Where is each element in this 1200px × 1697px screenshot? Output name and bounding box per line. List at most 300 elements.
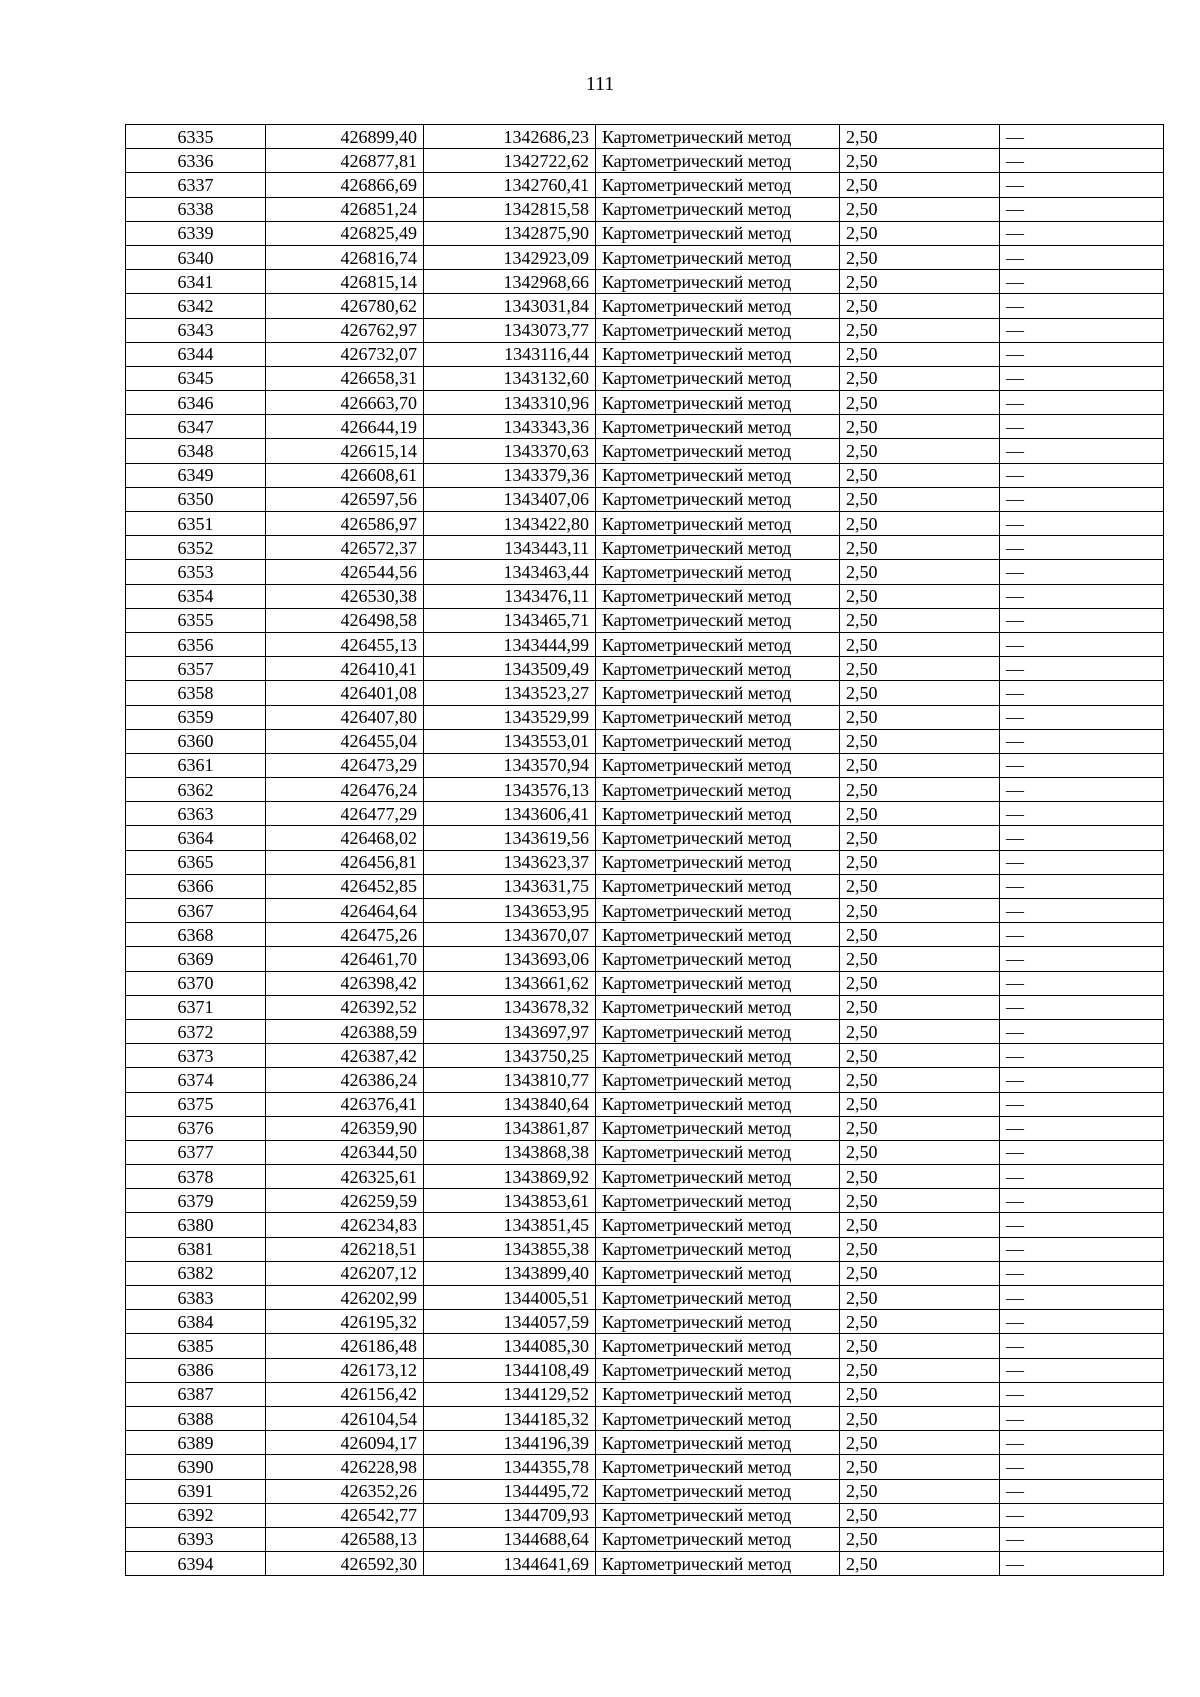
point-number-cell: 6358 [126,681,266,705]
x-coordinate-cell: 426407,80 [266,705,424,729]
table-row [126,560,1164,584]
table-row [126,802,1164,826]
point-number-cell: 6341 [126,270,266,294]
point-number-cell: 6376 [126,1116,266,1140]
table-row [126,221,1164,245]
point-number-cell: 6338 [126,197,266,221]
y-coordinate-cell: 1343529,99 [424,705,596,729]
y-coordinate-cell: 1344108,49 [424,1358,596,1382]
note-cell: — [1000,681,1164,705]
table-row [126,1358,1164,1382]
x-coordinate-cell: 426592,30 [266,1552,424,1576]
y-coordinate-cell: 1342968,66 [424,270,596,294]
accuracy-cell: 2,50 [840,1406,1000,1430]
note-cell: — [1000,1165,1164,1189]
accuracy-cell: 2,50 [840,1455,1000,1479]
table-row [126,1092,1164,1116]
note-cell: — [1000,1092,1164,1116]
y-coordinate-cell: 1343855,38 [424,1237,596,1261]
x-coordinate-cell: 426498,58 [266,608,424,632]
method-cell: Картометрический метод [596,1382,840,1406]
point-number-cell: 6390 [126,1455,266,1479]
table-row [126,1140,1164,1164]
x-coordinate-cell: 426608,61 [266,463,424,487]
point-number-cell: 6391 [126,1479,266,1503]
y-coordinate-cell: 1344196,39 [424,1431,596,1455]
y-coordinate-cell: 1343570,94 [424,753,596,777]
note-cell: — [1000,342,1164,366]
point-number-cell: 6386 [126,1358,266,1382]
y-coordinate-cell: 1343407,06 [424,487,596,511]
table-row [126,512,1164,536]
table-row [126,1503,1164,1527]
y-coordinate-cell: 1343851,45 [424,1213,596,1237]
x-coordinate-cell: 426780,62 [266,294,424,318]
note-cell: — [1000,366,1164,390]
table-row [126,1334,1164,1358]
method-cell: Картометрический метод [596,270,840,294]
table-row [126,391,1164,415]
point-number-cell: 6353 [126,560,266,584]
y-coordinate-cell: 1344641,69 [424,1552,596,1576]
point-number-cell: 6367 [126,899,266,923]
x-coordinate-cell: 426228,98 [266,1455,424,1479]
table-row [126,850,1164,874]
x-coordinate-cell: 426597,56 [266,487,424,511]
note-cell: — [1000,125,1164,149]
y-coordinate-cell: 1343444,99 [424,632,596,656]
table-row [126,1406,1164,1430]
accuracy-cell: 2,50 [840,802,1000,826]
note-cell: — [1000,197,1164,221]
table-row [126,608,1164,632]
point-number-cell: 6380 [126,1213,266,1237]
table-row [126,342,1164,366]
point-number-cell: 6365 [126,850,266,874]
note-cell: — [1000,1261,1164,1285]
note-cell: — [1000,826,1164,850]
accuracy-cell: 2,50 [840,1213,1000,1237]
method-cell: Картометрический метод [596,439,840,463]
point-number-cell: 6349 [126,463,266,487]
method-cell: Картометрический метод [596,1261,840,1285]
y-coordinate-cell: 1343697,97 [424,1019,596,1043]
accuracy-cell: 2,50 [840,1237,1000,1261]
note-cell: — [1000,1358,1164,1382]
y-coordinate-cell: 1343343,36 [424,415,596,439]
x-coordinate-cell: 426477,29 [266,802,424,826]
table-row [126,415,1164,439]
accuracy-cell: 2,50 [840,1431,1000,1455]
method-cell: Картометрический метод [596,1358,840,1382]
point-number-cell: 6387 [126,1382,266,1406]
accuracy-cell: 2,50 [840,318,1000,342]
table-row [126,1310,1164,1334]
x-coordinate-cell: 426392,52 [266,995,424,1019]
point-number-cell: 6377 [126,1140,266,1164]
point-number-cell: 6360 [126,729,266,753]
table-row [126,947,1164,971]
y-coordinate-cell: 1344355,78 [424,1455,596,1479]
method-cell: Картометрический метод [596,729,840,753]
accuracy-cell: 2,50 [840,366,1000,390]
accuracy-cell: 2,50 [840,971,1000,995]
x-coordinate-cell: 426476,24 [266,778,424,802]
point-number-cell: 6361 [126,753,266,777]
coordinates-table-body [126,125,1164,1576]
table-row [126,1286,1164,1310]
y-coordinate-cell: 1343310,96 [424,391,596,415]
method-cell: Картометрический метод [596,366,840,390]
accuracy-cell: 2,50 [840,899,1000,923]
note-cell: — [1000,415,1164,439]
table-row [126,1019,1164,1043]
accuracy-cell: 2,50 [840,1261,1000,1285]
y-coordinate-cell: 1342722,62 [424,149,596,173]
note-cell: — [1000,1237,1164,1261]
x-coordinate-cell: 426410,41 [266,657,424,681]
note-cell: — [1000,536,1164,560]
x-coordinate-cell: 426186,48 [266,1334,424,1358]
y-coordinate-cell: 1344129,52 [424,1382,596,1406]
y-coordinate-cell: 1343631,75 [424,874,596,898]
y-coordinate-cell: 1343031,84 [424,294,596,318]
method-cell: Картометрический метод [596,1286,840,1310]
accuracy-cell: 2,50 [840,1334,1000,1358]
note-cell: — [1000,632,1164,656]
accuracy-cell: 2,50 [840,1068,1000,1092]
x-coordinate-cell: 426218,51 [266,1237,424,1261]
method-cell: Картометрический метод [596,1116,840,1140]
table-row [126,318,1164,342]
method-cell: Картометрический метод [596,802,840,826]
note-cell: — [1000,487,1164,511]
y-coordinate-cell: 1342760,41 [424,173,596,197]
point-number-cell: 6385 [126,1334,266,1358]
note-cell: — [1000,850,1164,874]
accuracy-cell: 2,50 [840,632,1000,656]
point-number-cell: 6343 [126,318,266,342]
method-cell: Картометрический метод [596,1165,840,1189]
y-coordinate-cell: 1343553,01 [424,729,596,753]
accuracy-cell: 2,50 [840,947,1000,971]
note-cell: — [1000,439,1164,463]
accuracy-cell: 2,50 [840,342,1000,366]
accuracy-cell: 2,50 [840,1189,1000,1213]
table-row [126,874,1164,898]
x-coordinate-cell: 426207,12 [266,1261,424,1285]
table-row [126,923,1164,947]
table-row [126,681,1164,705]
point-number-cell: 6379 [126,1189,266,1213]
method-cell: Картометрический метод [596,294,840,318]
method-cell: Картометрический метод [596,463,840,487]
x-coordinate-cell: 426816,74 [266,245,424,269]
note-cell: — [1000,318,1164,342]
accuracy-cell: 2,50 [840,608,1000,632]
y-coordinate-cell: 1343576,13 [424,778,596,802]
note-cell: — [1000,173,1164,197]
x-coordinate-cell: 426475,26 [266,923,424,947]
method-cell: Картометрический метод [596,1140,840,1164]
x-coordinate-cell: 426359,90 [266,1116,424,1140]
table-row [126,197,1164,221]
y-coordinate-cell: 1343670,07 [424,923,596,947]
accuracy-cell: 2,50 [840,173,1000,197]
x-coordinate-cell: 426588,13 [266,1527,424,1551]
accuracy-cell: 2,50 [840,1479,1000,1503]
y-coordinate-cell: 1343509,49 [424,657,596,681]
y-coordinate-cell: 1344688,64 [424,1527,596,1551]
point-number-cell: 6394 [126,1552,266,1576]
coordinates-table [125,124,1164,1576]
table-row [126,1479,1164,1503]
point-number-cell: 6384 [126,1310,266,1334]
point-number-cell: 6364 [126,826,266,850]
table-row [126,536,1164,560]
table-row [126,1455,1164,1479]
table-row [126,584,1164,608]
point-number-cell: 6352 [126,536,266,560]
point-number-cell: 6357 [126,657,266,681]
point-number-cell: 6389 [126,1431,266,1455]
x-coordinate-cell: 426344,50 [266,1140,424,1164]
point-number-cell: 6354 [126,584,266,608]
table-row [126,366,1164,390]
method-cell: Картометрический метод [596,1503,840,1527]
x-coordinate-cell: 426468,02 [266,826,424,850]
table-row [126,1068,1164,1092]
method-cell: Картометрический метод [596,1044,840,1068]
method-cell: Картометрический метод [596,125,840,149]
y-coordinate-cell: 1344709,93 [424,1503,596,1527]
y-coordinate-cell: 1343810,77 [424,1068,596,1092]
table-row [126,729,1164,753]
note-cell: — [1000,294,1164,318]
note-cell: — [1000,608,1164,632]
note-cell: — [1000,753,1164,777]
accuracy-cell: 2,50 [840,584,1000,608]
note-cell: — [1000,1382,1164,1406]
point-number-cell: 6366 [126,874,266,898]
accuracy-cell: 2,50 [840,778,1000,802]
accuracy-cell: 2,50 [840,874,1000,898]
note-cell: — [1000,1503,1164,1527]
note-cell: — [1000,1479,1164,1503]
note-cell: — [1000,1455,1164,1479]
x-coordinate-cell: 426644,19 [266,415,424,439]
accuracy-cell: 2,50 [840,512,1000,536]
x-coordinate-cell: 426762,97 [266,318,424,342]
x-coordinate-cell: 426461,70 [266,947,424,971]
point-number-cell: 6378 [126,1165,266,1189]
x-coordinate-cell: 426825,49 [266,221,424,245]
point-number-cell: 6370 [126,971,266,995]
y-coordinate-cell: 1343116,44 [424,342,596,366]
x-coordinate-cell: 426234,83 [266,1213,424,1237]
accuracy-cell: 2,50 [840,125,1000,149]
accuracy-cell: 2,50 [840,923,1000,947]
accuracy-cell: 2,50 [840,1019,1000,1043]
table-row [126,899,1164,923]
x-coordinate-cell: 426195,32 [266,1310,424,1334]
table-row [126,971,1164,995]
table-row [126,245,1164,269]
accuracy-cell: 2,50 [840,850,1000,874]
note-cell: — [1000,391,1164,415]
y-coordinate-cell: 1343678,32 [424,995,596,1019]
note-cell: — [1000,1213,1164,1237]
method-cell: Картометрический метод [596,947,840,971]
accuracy-cell: 2,50 [840,560,1000,584]
y-coordinate-cell: 1343750,25 [424,1044,596,1068]
table-row [126,463,1164,487]
y-coordinate-cell: 1343653,95 [424,899,596,923]
table-row [126,753,1164,777]
method-cell: Картометрический метод [596,1527,840,1551]
point-number-cell: 6339 [126,221,266,245]
x-coordinate-cell: 426544,56 [266,560,424,584]
x-coordinate-cell: 426104,54 [266,1406,424,1430]
point-number-cell: 6337 [126,173,266,197]
note-cell: — [1000,1310,1164,1334]
note-cell: — [1000,1552,1164,1576]
x-coordinate-cell: 426094,17 [266,1431,424,1455]
method-cell: Картометрический метод [596,995,840,1019]
point-number-cell: 6340 [126,245,266,269]
method-cell: Картометрический метод [596,487,840,511]
accuracy-cell: 2,50 [840,1552,1000,1576]
accuracy-cell: 2,50 [840,463,1000,487]
table-row [126,657,1164,681]
point-number-cell: 6374 [126,1068,266,1092]
note-cell: — [1000,1286,1164,1310]
note-cell: — [1000,971,1164,995]
y-coordinate-cell: 1343693,06 [424,947,596,971]
point-number-cell: 6383 [126,1286,266,1310]
y-coordinate-cell: 1344085,30 [424,1334,596,1358]
method-cell: Картометрический метод [596,536,840,560]
x-coordinate-cell: 426542,77 [266,1503,424,1527]
accuracy-cell: 2,50 [840,1044,1000,1068]
point-number-cell: 6373 [126,1044,266,1068]
method-cell: Картометрический метод [596,778,840,802]
point-number-cell: 6356 [126,632,266,656]
x-coordinate-cell: 426615,14 [266,439,424,463]
point-number-cell: 6336 [126,149,266,173]
point-number-cell: 6363 [126,802,266,826]
accuracy-cell: 2,50 [840,221,1000,245]
table-row [126,632,1164,656]
method-cell: Картометрический метод [596,391,840,415]
y-coordinate-cell: 1342875,90 [424,221,596,245]
note-cell: — [1000,802,1164,826]
method-cell: Картометрический метод [596,971,840,995]
y-coordinate-cell: 1343868,38 [424,1140,596,1164]
method-cell: Картометрический метод [596,1479,840,1503]
note-cell: — [1000,584,1164,608]
y-coordinate-cell: 1343422,80 [424,512,596,536]
note-cell: — [1000,947,1164,971]
y-coordinate-cell: 1343073,77 [424,318,596,342]
accuracy-cell: 2,50 [840,1310,1000,1334]
method-cell: Картометрический метод [596,245,840,269]
accuracy-cell: 2,50 [840,1503,1000,1527]
note-cell: — [1000,463,1164,487]
table-row [126,705,1164,729]
method-cell: Картометрический метод [596,415,840,439]
method-cell: Картометрический метод [596,1189,840,1213]
note-cell: — [1000,899,1164,923]
method-cell: Картометрический метод [596,753,840,777]
method-cell: Картометрический метод [596,608,840,632]
table-row [126,294,1164,318]
accuracy-cell: 2,50 [840,415,1000,439]
accuracy-cell: 2,50 [840,1092,1000,1116]
note-cell: — [1000,270,1164,294]
accuracy-cell: 2,50 [840,536,1000,560]
method-cell: Картометрический метод [596,342,840,366]
y-coordinate-cell: 1343661,62 [424,971,596,995]
point-number-cell: 6359 [126,705,266,729]
y-coordinate-cell: 1344185,32 [424,1406,596,1430]
note-cell: — [1000,1334,1164,1358]
method-cell: Картометрический метод [596,1068,840,1092]
point-number-cell: 6371 [126,995,266,1019]
method-cell: Картометрический метод [596,874,840,898]
accuracy-cell: 2,50 [840,1165,1000,1189]
table-row [126,1044,1164,1068]
point-number-cell: 6347 [126,415,266,439]
method-cell: Картометрический метод [596,1455,840,1479]
accuracy-cell: 2,50 [840,729,1000,753]
table-row [126,1527,1164,1551]
accuracy-cell: 2,50 [840,1358,1000,1382]
x-coordinate-cell: 426732,07 [266,342,424,366]
note-cell: — [1000,705,1164,729]
note-cell: — [1000,245,1164,269]
table-row [126,1382,1164,1406]
method-cell: Картометрический метод [596,705,840,729]
table-row [126,1237,1164,1261]
accuracy-cell: 2,50 [840,391,1000,415]
method-cell: Картометрический метод [596,221,840,245]
x-coordinate-cell: 426866,69 [266,173,424,197]
accuracy-cell: 2,50 [840,149,1000,173]
table-row [126,1261,1164,1285]
x-coordinate-cell: 426388,59 [266,1019,424,1043]
accuracy-cell: 2,50 [840,681,1000,705]
y-coordinate-cell: 1343853,61 [424,1189,596,1213]
accuracy-cell: 2,50 [840,657,1000,681]
point-number-cell: 6350 [126,487,266,511]
y-coordinate-cell: 1343899,40 [424,1261,596,1285]
table-row [126,995,1164,1019]
point-number-cell: 6388 [126,1406,266,1430]
method-cell: Картометрический метод [596,923,840,947]
x-coordinate-cell: 426352,26 [266,1479,424,1503]
note-cell: — [1000,1044,1164,1068]
table-row [126,1116,1164,1140]
method-cell: Картометрический метод [596,657,840,681]
y-coordinate-cell: 1344495,72 [424,1479,596,1503]
x-coordinate-cell: 426877,81 [266,149,424,173]
note-cell: — [1000,995,1164,1019]
y-coordinate-cell: 1344005,51 [424,1286,596,1310]
x-coordinate-cell: 426899,40 [266,125,424,149]
x-coordinate-cell: 426401,08 [266,681,424,705]
y-coordinate-cell: 1342686,23 [424,125,596,149]
